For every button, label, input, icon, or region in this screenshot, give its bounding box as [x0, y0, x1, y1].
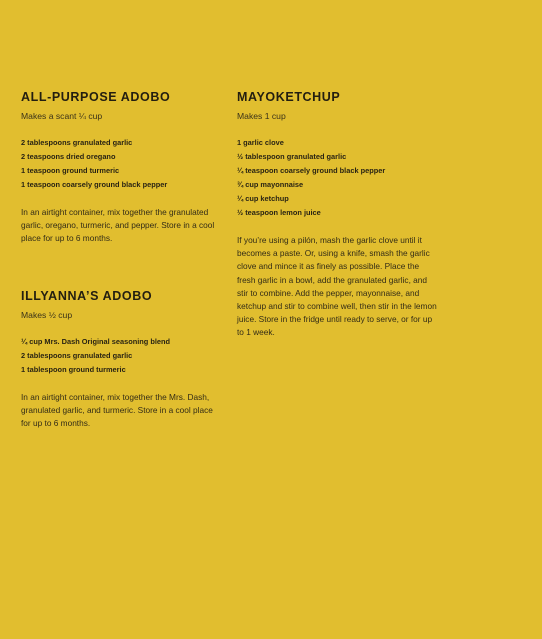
- recipe-title: MAYOKETCHUP: [237, 90, 341, 104]
- recipe-illyannas-adobo: [21, 289, 216, 431]
- ingredient-item: 1 garlic clove: [237, 138, 284, 147]
- ingredient-list: [21, 335, 216, 377]
- ingredient-item: 1 teaspoon ground turmeric: [21, 166, 120, 175]
- ingredient-item: ½ teaspoon lemon juice: [237, 208, 321, 217]
- ingredient-item: ¼ teaspoon coarsely ground black pepper: [237, 166, 386, 175]
- ingredient-item: ¼ cup ketchup: [237, 194, 289, 203]
- recipe-title: ALL-PURPOSE ADOBO: [21, 90, 171, 104]
- ingredient-item: 2 tablespoons granulated garlic: [21, 138, 133, 147]
- recipe-instructions: If you’re using a pilón, mash the garlic clove until it becomes a paste. Or, using a knife, smash the garlic clove and mince it as finely as possible. Place the fresh garlic in a bowl, add the granulated garlic, and stir to combine. Add the pepper, mayonnaise, and ketchup and stir to combine well, then stir in the lemon juice. Store in the fridge until ready to serve, or for up to 1 week.: [237, 235, 437, 338]
- recipe-yield: Makes 1 cup: [237, 111, 286, 121]
- ingredient-item: ¼ cup Mrs. Dash Original seasoning blend: [21, 337, 171, 346]
- ingredient-item: 1 teaspoon coarsely ground black pepper: [21, 180, 168, 189]
- ingredient-list: [21, 136, 216, 192]
- ingredient-item: 1 tablespoon ground turmeric: [21, 365, 126, 374]
- recipe-yield: Makes ½ cup: [21, 310, 73, 320]
- ingredient-item: ½ tablespoon granulated garlic: [237, 152, 347, 161]
- ingredient-list: [237, 136, 437, 220]
- ingredient-item: ¾ cup mayonnaise: [237, 180, 304, 189]
- ingredient-item: 2 teaspoons dried oregano: [21, 152, 116, 161]
- recipe-yield: Makes a scant ¼ cup: [21, 111, 103, 121]
- recipe-all-purpose-adobo: [21, 90, 216, 246]
- recipe-title: ILLYANNA’S ADOBO: [21, 289, 153, 303]
- recipe-instructions: In an airtight container, mix together the Mrs. Dash, granulated garlic, and turmeric. Store in a cool place for up to 6 months.: [21, 392, 213, 429]
- recipe-instructions: In an airtight container, mix together the granulated garlic, oregano, turmeric, and pepper. Store in a cool place for up to 6 months.: [21, 207, 215, 244]
- ingredient-item: 2 tablespoons granulated garlic: [21, 351, 133, 360]
- recipe-mayoketchup: [237, 90, 437, 340]
